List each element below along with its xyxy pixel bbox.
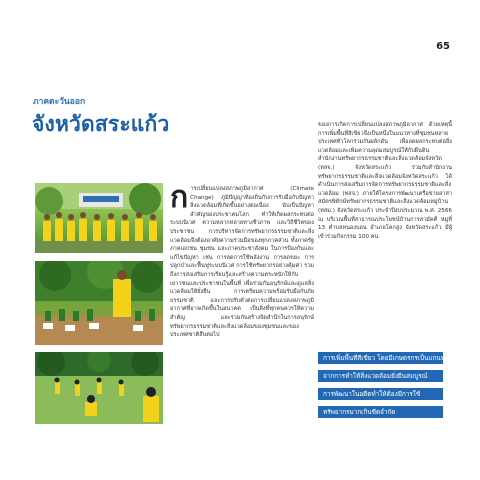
photo-planting-field xyxy=(35,352,163,424)
page-number: 65 xyxy=(436,41,450,52)
body-text-2: ของการเกิดการเปลี่ยนแปลงสภาพภูมิอากาศ ด้วยเหตุนี้การเพิ่มพื้นที่สีเขียวจึงเป็นหนึ่งในแนวทางที่ชุมชนหลายประเทศทั่วโลกร่วมกันผลักดัน เพื่อลดผลกระทบต่อสิ่งแวดล้อมและเพิ่มความอุดมสมบูรณ์ให้กับผืนดิน สำนักงานทรัพยากรธรรมชาติและสิ่งแวดล้อมจังหวัด (ทสจ.) จังหวัดสระแก้ว ร่วมกับสำนักงานทรัพยากรธรรมชาติและสิ่งแวดล้อมจังหวัดสระแก้ว ได้ดำเนินการส่งเสริมการจัดการทรัพยากรธรรมชาติและสิ่งแวดล้อม (ทสจ.) ภายใต้โครงการพัฒนาเครือข่ายอาสาสมัครพิทักษ์ทรัพยากรธรรมชาติและสิ่งแวดล้อมหมู่บ้าน (ทสม.) จังหวัดสระแก้ว ประจำปีงบประมาณ พ.ศ. 2566 ณ บริเวณพื้นที่สาธารณประโยชน์บ้านการสามัคคี หมู่ที่ 13 ตำบลหนองบอน อำเภอโคกสูง จังหวัดสระแก้ว มีผู้เข้าร่วมกิจกรรม 100 คน xyxy=(318,122,452,240)
section-label: ภาคตะวันออก xyxy=(33,97,86,107)
tag-item: การพัฒนาในอดีตทำให้ต้องมีการใช้ xyxy=(318,388,443,400)
body-text-1: ารเปลี่ยนแปลงสภาพภูมิอากาศ (Climate Change) ภูมิปัญญาท้องถิ่นกับการรับมือกับปัญหาสิ่งแวดล้อมที่เกิดขึ้นอย่างต่อเนื่อง นับเป็นปัญหาสำคัญของประชาคมโลก ทำให้เกิดผลกระทบต่อระบบนิเวศ ความหลากหลายทางชีวภาพ และวิถีชีวิตของประชาชน การบริหารจัดการทรัพยากรธรรมชาติและสิ่งแวดล้อมจึงต้องอาศัยความร่วมมือของทุกภาคส่วน ทั้งภาครัฐ ภาคเอกชน ชุมชน และภาคประชาสังคม ในการป้องกันและแก้ไขปัญหา เช่น การลดการใช้พลังงาน การลดขยะ การปลูกป่าและฟื้นฟูระบบนิเวศ การใช้ทรัพยากรอย่างคุ้มค่า รวมถึงการส่งเสริมการเรียนรู้และสร้างความตระหนักให้กับเยาวชนและประชาชนในพื้นที่ เพื่อร่วมกันอนุรักษ์และดูแลสิ่งแวดล้อมให้ยั่งยืน การเตรียมความพร้อมรับมือกับภัยธรรมชาติ และการปรับตัวต่อการเปลี่ยนแปลงสภาพภูมิอากาศที่อาจเกิดขึ้นในอนาคต เป็นสิ่งที่ทุกคนควรให้ความสำคัญ และร่วมกันสร้างจิตสำนึกในการอนุรักษ์ทรัพยากรธรรมชาติและสิ่งแวดล้อมของชุมชนและของประเทศชาติสืบต่อไป xyxy=(170,186,314,339)
photo-seedlings xyxy=(35,261,163,345)
tag-list xyxy=(318,352,453,424)
photo-group-event xyxy=(35,183,163,253)
article-body-column-1 xyxy=(170,180,314,340)
tag-item: การเพิ่มพื้นที่สีเขียว โดยมีเกษตรกรเป็นแกนหลัก xyxy=(318,352,443,364)
article-body-column-2 xyxy=(318,121,452,241)
drop-cap: ก xyxy=(170,180,189,215)
article-title: จังหวัดสระแก้ว xyxy=(32,112,170,136)
tag-item: จากการทำให้สิ่งแวดล้อมยั่งยืนสมบูรณ์ xyxy=(318,370,443,382)
tag-item: ทรัพยากรมากเกินขีดจำกัด xyxy=(318,406,443,418)
